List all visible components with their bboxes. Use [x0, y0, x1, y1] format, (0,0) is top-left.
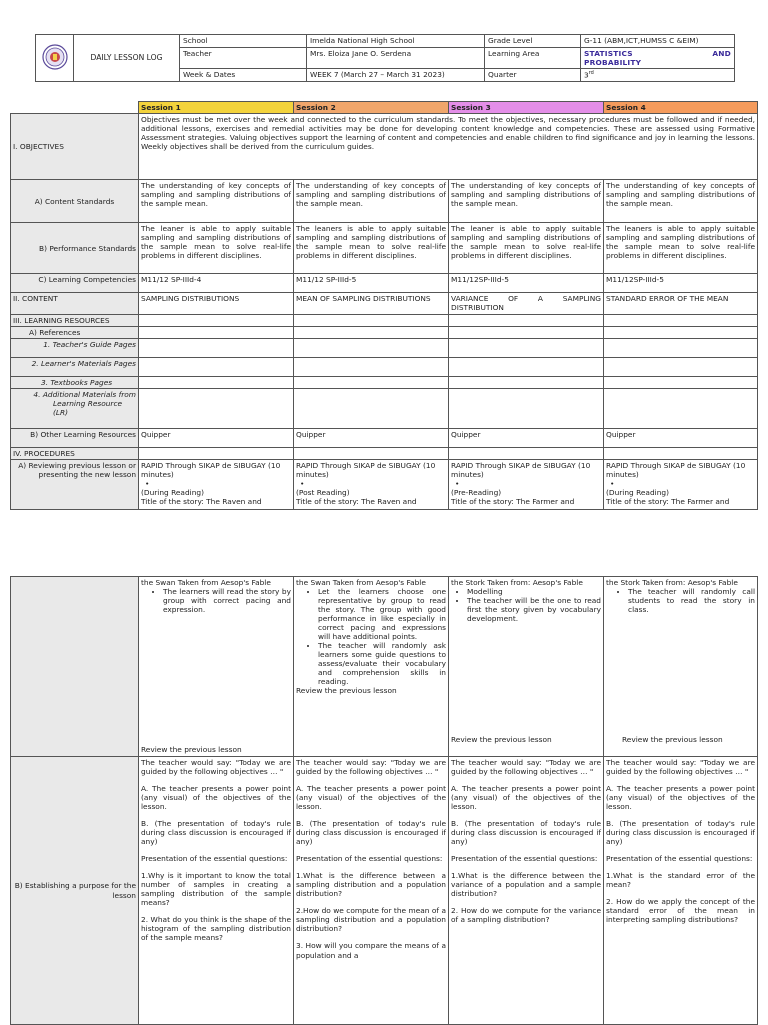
- story-title: Title of the story: The Farmer and: [451, 497, 575, 507]
- additional-materials-line-a: 4. Additional Materials from: [33, 390, 136, 400]
- rapid-text: RAPID Through SIKAP de SIBUGAY (10 minutes): [296, 461, 436, 480]
- purpose-s4: [604, 757, 758, 1025]
- content-s1: SAMPLING DISTRIBUTIONS: [139, 293, 294, 315]
- reading-stage: (During Reading): [141, 488, 204, 498]
- school-value: Imelda National High School: [307, 35, 485, 48]
- question: 2. How do we compute for the variance of a sampling distribution?: [451, 906, 601, 925]
- story-cont-s2: [294, 577, 449, 757]
- empty-cell: [449, 358, 604, 377]
- teachers-guide-label: 1. Teacher's Guide Pages: [11, 339, 139, 358]
- list-item: • The teacher will randomly ask learners some guide questions to assess/evaluate their vocabulary and comprehension skills in reading.: [318, 641, 446, 686]
- content-s2: MEAN OF SAMPLING DISTRIBUTIONS: [294, 293, 449, 315]
- empty-cell: [604, 448, 758, 460]
- rapid-text: RAPID Through SIKAP de SIBUGAY (10 minutes): [451, 461, 591, 480]
- empty-cell: [294, 315, 449, 327]
- reading-stage: (Post Reading): [296, 488, 350, 498]
- quarter-value: 3rd: [581, 69, 735, 82]
- grade-level-value: G-11 (ABM,ICT,HUMSS C &EIM): [581, 35, 735, 48]
- performance-standards-s2: The leaners is able to apply suitable sampling and sampling distributions of the sample mean to solve real-life problems in different disciplines.: [294, 223, 449, 274]
- purpose-s2: [294, 757, 449, 1025]
- performance-standards-label: B) Performance Standards: [11, 223, 139, 274]
- item-a: A. The teacher presents a power point (any visual) of the objectives of the lesson.: [296, 784, 446, 812]
- question: 2.How do we compute for the mean of a sampling distribution and a population distribution?: [296, 906, 446, 934]
- say-text: The teacher would say: "Today we are guided by the following objectives … ": [606, 758, 755, 777]
- session-1-header: Session 1: [139, 102, 294, 114]
- purpose-s1: [139, 757, 294, 1025]
- session-2-header: Session 2: [294, 102, 449, 114]
- review-text: Review the previous lesson: [296, 686, 397, 696]
- reviewing-label: A) Reviewing previous lesson or presenting the new lesson: [11, 460, 139, 510]
- essential-label: Presentation of the essential questions:: [296, 854, 443, 864]
- content-label: II. CONTENT: [11, 293, 139, 315]
- other-resources-label: B) Other Learning Resources: [11, 429, 139, 448]
- competency-s3: M11/12SP-IIId-5: [449, 274, 604, 293]
- item-b: B. (The presentation of today's rule during class discussion is encouraged if any): [606, 819, 755, 847]
- content-s4: STANDARD ERROR OF THE MEAN: [604, 293, 758, 315]
- empty-cell: [604, 358, 758, 377]
- other-resources-s3: Quipper: [449, 429, 604, 448]
- review-text: Review the previous lesson: [622, 734, 723, 744]
- review-s3: [449, 460, 604, 510]
- week-dates-label: Week & Dates: [180, 69, 307, 82]
- question: 2. How do we apply the concept of the standard error of the mean in interpreting sampling distributions?: [606, 897, 755, 925]
- competency-s1: M11/12 SP-IIId-4: [139, 274, 294, 293]
- story-title-cont: the Swan Taken from Aesop's Fable: [141, 578, 271, 587]
- story-title: Title of the story: The Raven and: [141, 497, 262, 507]
- say-text: The teacher would say: "Today we are guided by the following objectives … ": [141, 758, 291, 777]
- session-3-header: Session 3: [449, 102, 604, 114]
- s1-bullet-list: [141, 587, 291, 614]
- item-a: A. The teacher presents a power point (any visual) of the objectives of the lesson.: [141, 784, 291, 812]
- empty-cell: [294, 358, 449, 377]
- purpose-s3: [449, 757, 604, 1025]
- empty-cell: [294, 377, 449, 389]
- empty-cell: [449, 448, 604, 460]
- content-standards-s3: The understanding of key concepts of sampling and sampling distributions of the sample mean.: [449, 180, 604, 223]
- empty-cell: [449, 377, 604, 389]
- empty-cell: [604, 327, 758, 339]
- empty-cell: [139, 339, 294, 358]
- empty-cell: [294, 327, 449, 339]
- objectives-label: I. OBJECTIVES: [11, 114, 139, 180]
- procedures-label: IV. PROCEDURES: [11, 448, 139, 460]
- week-dates-value: WEEK 7 (March 27 – March 31 2023): [307, 69, 485, 82]
- story-cont-s4: [604, 577, 758, 757]
- empty-cell: [139, 448, 294, 460]
- story-title: Title of the story: The Raven and: [296, 497, 417, 507]
- question: 1.What is the standard error of the mean?: [606, 871, 755, 890]
- other-resources-s2: Quipper: [294, 429, 449, 448]
- item-b: B. (The presentation of today's rule during class discussion is encouraged if any): [451, 819, 601, 847]
- empty-cell: [604, 377, 758, 389]
- lesson-table-page2: [10, 576, 758, 1025]
- question: 1.Why is it important to know the total number of samples in creating a sampling distribution of the sample means?: [141, 871, 291, 908]
- learning-area-part-c: PROBABILITY: [584, 58, 642, 68]
- learners-materials-label: 2. Learner's Materials Pages: [11, 358, 139, 377]
- essential-label: Presentation of the essential questions:: [141, 854, 288, 864]
- empty-cell: [449, 339, 604, 358]
- empty-cell: [294, 339, 449, 358]
- s3-bullet-list: [451, 587, 601, 623]
- s2-bullet-list: [296, 587, 446, 686]
- learning-area-part-a: STATISTICS: [584, 49, 633, 58]
- empty-cell: [294, 389, 449, 429]
- empty-cell: [604, 389, 758, 429]
- performance-standards-s3: The leaner is able to apply suitable sampling and sampling distributions of the sample mean to solve real-life problems in different disciplines.: [449, 223, 604, 274]
- item-a: A. The teacher presents a power point (any visual) of the objectives of the lesson.: [606, 784, 755, 812]
- question: 1.What is the difference between a sampling distribution and a population distribution?: [296, 871, 446, 899]
- s4-bullet-list: [606, 587, 755, 614]
- other-resources-s1: Quipper: [139, 429, 294, 448]
- question: 1.What is the difference between the variance of a population and a sample distribution?: [451, 871, 601, 899]
- review-text: Review the previous lesson: [141, 744, 242, 754]
- bullet: •: [300, 479, 305, 489]
- empty-cell: [604, 339, 758, 358]
- item-b: B. (The presentation of today's rule during class discussion is encouraged if any): [141, 819, 291, 847]
- review-text: Review the previous lesson: [451, 734, 552, 744]
- empty-cell: [139, 358, 294, 377]
- story-cont-s1: [139, 577, 294, 757]
- bullet: •: [145, 479, 150, 489]
- empty-cell: [139, 377, 294, 389]
- reviewing-label-continued: [11, 577, 139, 757]
- objectives-text: Objectives must be met over the week and connected to the curriculum standards. To meet the objectives, necessary procedures must be followed and if needed, additional lessons, exercises and remedial activities may be done for developing content knowledge and competencies. These are assessed using Formative Assessment strategies. Valuing objectives support the learning of content and competencies and enable children to find significance and joy in learning the lessons. Weekly objectives shall be derived from the curriculum guides.: [139, 114, 758, 180]
- content-standards-s2: The understanding of key concepts of sampling and sampling distributions of the sample mean.: [294, 180, 449, 223]
- learning-area-value: [581, 48, 735, 69]
- additional-materials-line-b: Learning Resource (LR): [53, 399, 123, 418]
- reading-stage: (During Reading): [606, 488, 669, 498]
- content-standards-s4: The understanding of key concepts of sampling and sampling distributions of the sample mean.: [604, 180, 758, 223]
- empty-cell: [449, 389, 604, 429]
- performance-standards-s4: The leaners is able to apply suitable sampling and sampling distributions of the sample mean to solve real-life problems in different disciplines.: [604, 223, 758, 274]
- empty-cell: [449, 327, 604, 339]
- competencies-label: C) Learning Competencies: [11, 274, 139, 293]
- content-standards-label: A) Content Standards: [11, 180, 139, 223]
- deped-seal-icon: [42, 44, 68, 70]
- resources-label: III. LEARNING RESOURCES: [11, 315, 139, 327]
- story-title-cont: the Stork Taken from: Aesop's Fable: [451, 578, 583, 587]
- story-title-cont: the Stork Taken from: Aesop's Fable: [606, 578, 738, 587]
- say-text: The teacher would say: "Today we are guided by the following objectives … ": [296, 758, 446, 777]
- bullet: •: [610, 479, 615, 489]
- doc-title: DAILY LESSON LOG: [74, 35, 180, 82]
- list-item: • The teacher will randomly call students to read the story in class.: [628, 587, 755, 614]
- empty-cell: [139, 315, 294, 327]
- learning-area-label: Learning Area: [485, 48, 581, 69]
- list-item: • The teacher will be the one to read first the story given by vocabulary development.: [467, 596, 601, 623]
- competency-s2: M11/12 SP-IIId-5: [294, 274, 449, 293]
- teacher-label: Teacher: [180, 48, 307, 69]
- essential-label: Presentation of the essential questions:: [451, 854, 598, 864]
- corner-blank: [11, 102, 139, 114]
- purpose-label: B) Establishing a purpose for the lesson: [11, 757, 139, 1025]
- quarter-label: Quarter: [485, 69, 581, 82]
- competency-s4: M11/12SP-IIId-5: [604, 274, 758, 293]
- additional-materials-label: [11, 389, 139, 429]
- empty-cell: [139, 389, 294, 429]
- bullet: •: [455, 479, 460, 489]
- school-label: School: [180, 35, 307, 48]
- list-item: • The learners will read the story by group with correct pacing and expression.: [163, 587, 291, 614]
- item-b: B. (The presentation of today's rule during class discussion is encouraged if any): [296, 819, 446, 847]
- performance-standards-s1: The leaner is able to apply suitable sampling and sampling distributions of the sample mean to solve real-life problems in different disciplines.: [139, 223, 294, 274]
- empty-cell: [449, 315, 604, 327]
- question: 3. How will you compare the means of a population and a: [296, 941, 446, 960]
- reading-stage: (Pre-Reading): [451, 488, 502, 498]
- content-standards-s1: The understanding of key concepts of sampling and sampling distributions of the sample mean.: [139, 180, 294, 223]
- learning-area-part-b: AND: [712, 49, 731, 58]
- empty-cell: [139, 327, 294, 339]
- teacher-value: Mrs. Eloiza Jane O. Serdena: [307, 48, 485, 69]
- story-title: Title of the story: The Farmer and: [606, 497, 730, 507]
- rapid-text: RAPID Through SIKAP de SIBUGAY (10 minutes): [141, 461, 281, 480]
- textbooks-label: 3. Textbooks Pages: [11, 377, 139, 389]
- essential-label: Presentation of the essential questions:: [606, 854, 753, 864]
- question: 2. What do you think is the shape of the histogram of the sampling distribution of the sample means?: [141, 915, 291, 943]
- item-a: A. The teacher presents a power point (any visual) of the objectives of the lesson.: [451, 784, 601, 812]
- empty-cell: [294, 448, 449, 460]
- session-4-header: Session 4: [604, 102, 758, 114]
- say-text: The teacher would say: "Today we are guided by the following objectives … ": [451, 758, 601, 777]
- deped-seal-cell: [36, 35, 74, 82]
- lesson-table-page1: [10, 101, 758, 510]
- list-item: • Let the learners choose one representative by group to read the story. The group with good performance in like especially in correct pacing and expressions will have additional points.: [318, 587, 446, 641]
- story-title-cont: the Swan Taken from Aesop's Fable: [296, 578, 426, 587]
- review-s4: [604, 460, 758, 510]
- review-s1: [139, 460, 294, 510]
- rapid-text: RAPID Through SIKAP de SIBUGAY (10 minutes): [606, 461, 746, 480]
- empty-cell: [604, 315, 758, 327]
- header-table: [35, 34, 735, 82]
- grade-level-label: Grade Level: [485, 35, 581, 48]
- story-cont-s3: [449, 577, 604, 757]
- content-s3: VARIANCE OF A SAMPLING DISTRIBUTION: [449, 293, 604, 315]
- other-resources-s4: Quipper: [604, 429, 758, 448]
- review-s2: [294, 460, 449, 510]
- list-item: • Modelling: [467, 587, 601, 596]
- references-label: A) References: [11, 327, 139, 339]
